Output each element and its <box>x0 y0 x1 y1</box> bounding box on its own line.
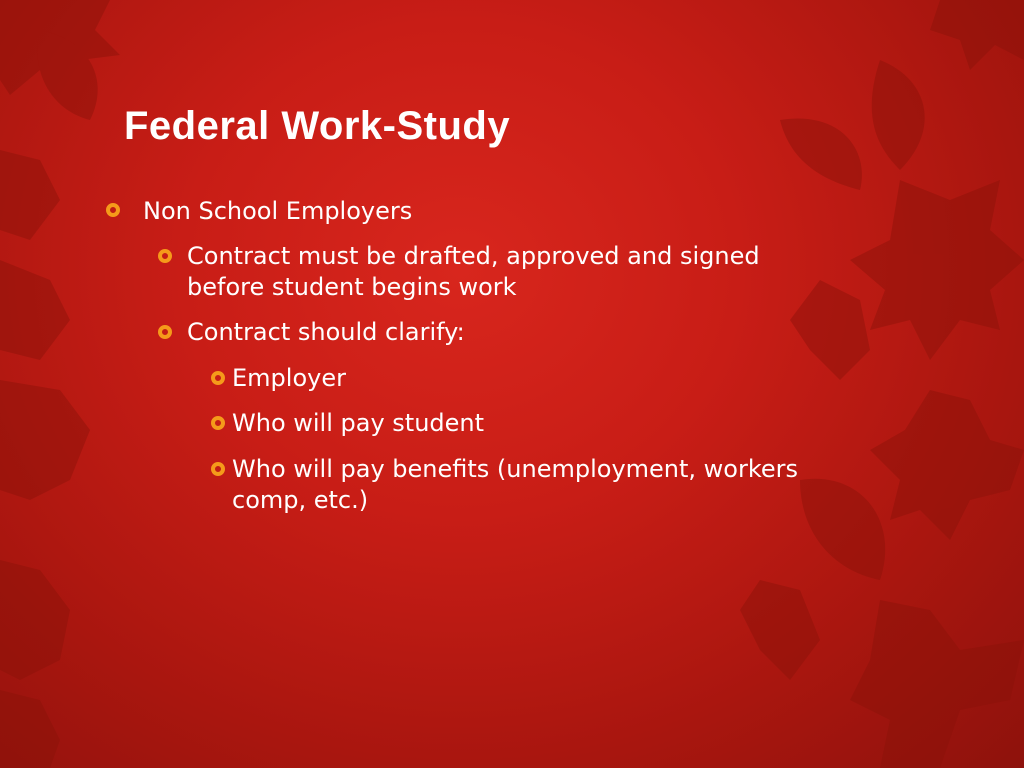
bullet-item-level3 <box>211 454 861 516</box>
bullet-item-level3 <box>211 363 861 394</box>
bullet-item-level2 <box>158 317 818 348</box>
bullet-text: Who will pay benefits (unemployment, workers comp, etc.) <box>232 455 799 514</box>
circle-bullet-icon <box>211 416 225 430</box>
bullet-text: Who will pay student <box>232 409 485 437</box>
circle-bullet-icon <box>211 371 225 385</box>
bullet-text: Employer <box>232 364 346 392</box>
bullet-item-level1 <box>106 196 412 227</box>
circle-bullet-icon <box>158 325 172 339</box>
slide-title: Federal Work-Study <box>124 104 511 148</box>
bullet-text: Non School Employers <box>143 197 413 225</box>
circle-bullet-icon <box>211 462 225 476</box>
bullet-item-level3 <box>211 408 861 439</box>
bullet-text: Contract must be drafted, approved and signed before student begins work <box>187 242 760 301</box>
bullet-item-level2 <box>158 241 818 303</box>
bullet-text: Contract should clarify: <box>187 318 465 346</box>
circle-bullet-icon <box>106 203 120 217</box>
circle-bullet-icon <box>158 249 172 263</box>
